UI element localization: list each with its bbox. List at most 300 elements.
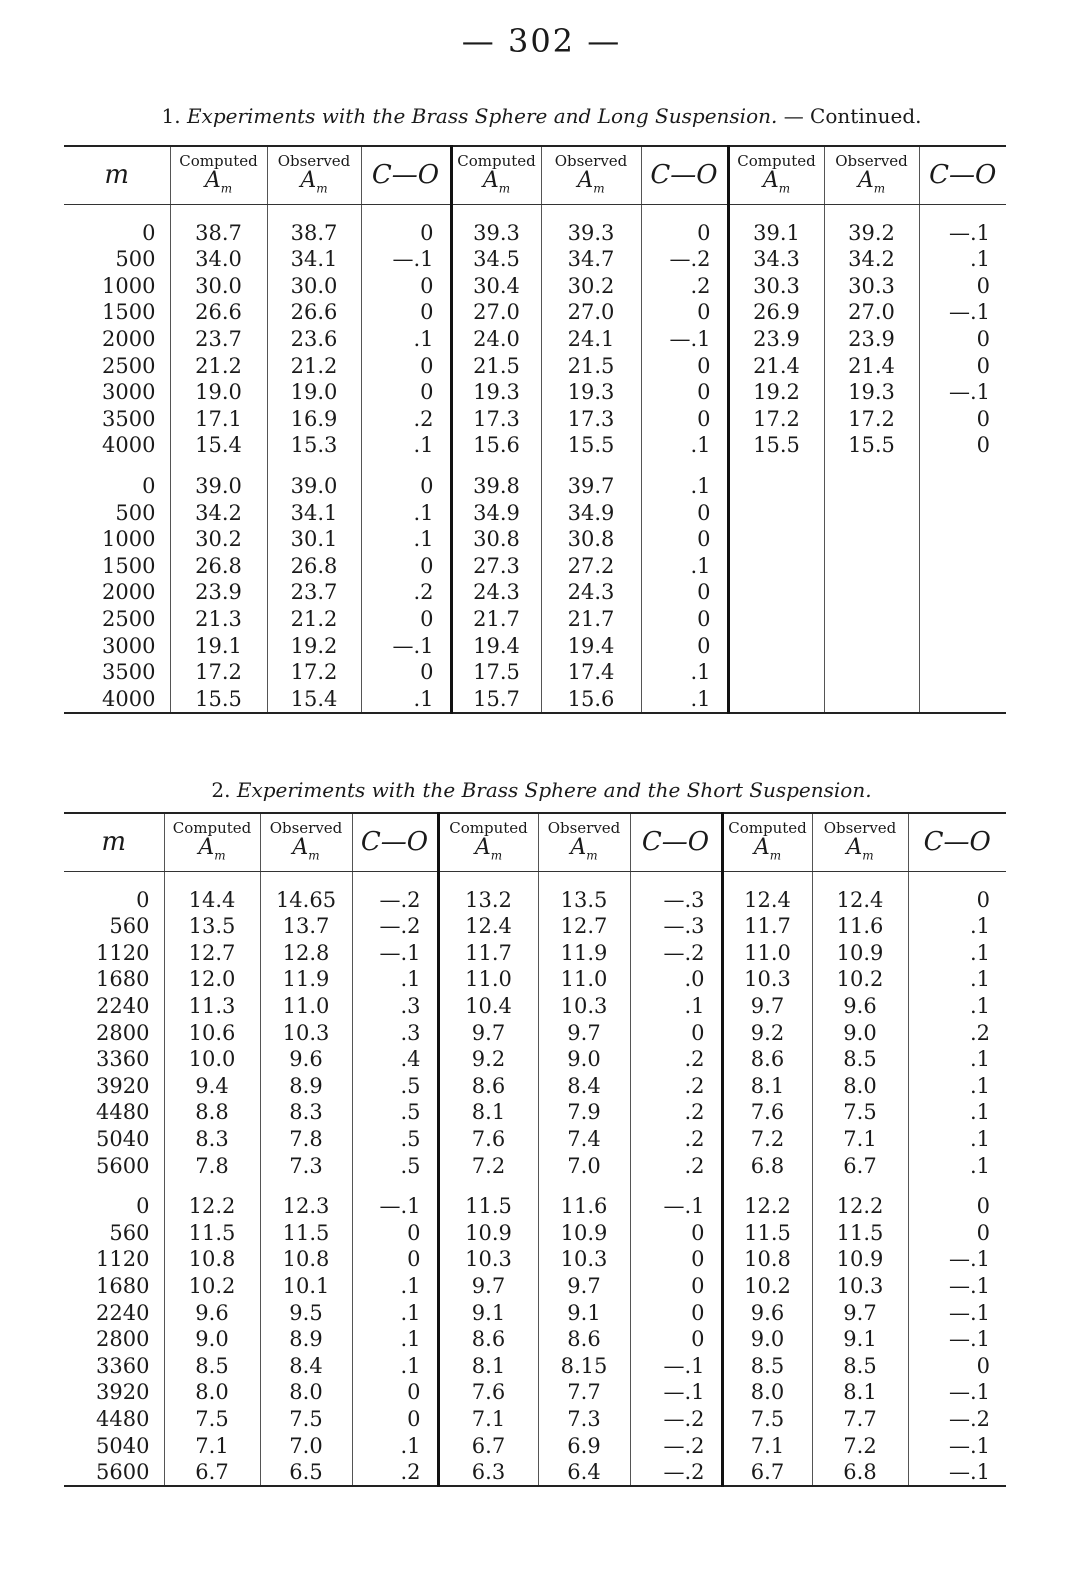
m-cell: 3500 <box>102 406 156 431</box>
value-cell: 34.9 <box>541 499 641 526</box>
value-cell: 0 <box>641 352 728 379</box>
header-computed <box>438 813 538 872</box>
value-cell: 0 <box>641 299 728 326</box>
m-cell: 1000 <box>102 527 156 552</box>
value-cell: 11.3 <box>164 993 260 1020</box>
value-cell: —.3 <box>630 872 722 913</box>
value-cell <box>824 685 919 713</box>
m-cell: 2500 <box>102 353 156 378</box>
value-cell: 11.0 <box>538 966 630 993</box>
value-cell: 10.6 <box>164 1019 260 1046</box>
value-cell: 30.8 <box>451 526 541 553</box>
header-computed <box>164 813 260 872</box>
value-cell: .1 <box>361 526 451 553</box>
value-cell <box>919 632 1006 659</box>
header-symbol-subscript: m <box>498 181 511 196</box>
value-cell: 17.2 <box>170 659 267 686</box>
value-cell: .2 <box>361 406 451 433</box>
value-cell: 11.7 <box>722 913 812 940</box>
value-cell: 6.8 <box>722 1152 812 1179</box>
value-cell: 21.4 <box>824 352 919 379</box>
value-cell: 23.7 <box>170 326 267 353</box>
table-row <box>64 299 1006 326</box>
value-cell: —.1 <box>630 1379 722 1406</box>
table2 <box>64 812 1006 1487</box>
value-cell: 13.7 <box>260 913 352 940</box>
value-cell: 8.1 <box>812 1379 908 1406</box>
value-cell: 23.9 <box>728 326 824 353</box>
value-cell: .1 <box>361 685 451 713</box>
value-cell: 10.8 <box>164 1246 260 1273</box>
value-cell <box>824 579 919 606</box>
table-row <box>64 966 1006 993</box>
value-cell: 30.0 <box>170 273 267 300</box>
value-cell: 0 <box>908 1220 1006 1247</box>
header-computed-label: Computed <box>728 819 807 837</box>
value-cell: 30.4 <box>451 273 541 300</box>
value-cell: 6.5 <box>260 1459 352 1487</box>
table-row <box>64 1126 1006 1153</box>
header-symbol-subscript: m <box>214 848 226 863</box>
m-cell: 5040 <box>96 1433 150 1458</box>
table-row <box>64 1152 1006 1179</box>
header-symbol <box>442 835 536 865</box>
value-cell: 19.0 <box>170 379 267 406</box>
value-cell: 8.5 <box>722 1352 812 1379</box>
value-cell: 10.2 <box>812 966 908 993</box>
table-row <box>64 1220 1006 1247</box>
value-cell: 8.5 <box>812 1046 908 1073</box>
value-cell: 39.0 <box>170 473 267 500</box>
value-cell: 10.2 <box>164 1273 260 1300</box>
value-cell: —.1 <box>630 1193 722 1220</box>
value-cell <box>919 606 1006 633</box>
spacer-cell <box>361 459 451 473</box>
header-symbol-subscript: m <box>586 848 598 863</box>
value-cell: 12.7 <box>538 913 630 940</box>
table-row <box>64 246 1006 273</box>
value-cell: 27.0 <box>541 299 641 326</box>
header-computed <box>722 813 812 872</box>
value-cell: .1 <box>908 940 1006 967</box>
value-cell: .1 <box>352 1273 438 1300</box>
value-cell: 8.9 <box>260 1073 352 1100</box>
m-cell: 1120 <box>96 1247 150 1272</box>
value-cell: 0 <box>630 1299 722 1326</box>
value-cell: 34.5 <box>451 246 541 273</box>
table-row <box>64 473 1006 500</box>
table-row <box>64 432 1006 459</box>
value-cell: —.2 <box>630 1459 722 1487</box>
spacer-cell <box>908 1179 1006 1193</box>
value-cell <box>824 526 919 553</box>
value-cell <box>824 606 919 633</box>
value-cell: 8.0 <box>812 1073 908 1100</box>
m-cell: 4480 <box>96 1406 150 1431</box>
value-cell: 11.0 <box>722 940 812 967</box>
value-cell: 34.2 <box>824 246 919 273</box>
header-symbol-letter: A <box>762 168 779 193</box>
header-symbol-letter: A <box>292 835 309 860</box>
header-computed <box>451 146 541 205</box>
m-cell: 5600 <box>96 1153 150 1178</box>
value-cell: —.1 <box>630 1352 722 1379</box>
value-cell: 15.5 <box>728 432 824 459</box>
header-symbol-letter: A <box>204 168 221 193</box>
value-cell: —.1 <box>352 940 438 967</box>
table-row <box>64 872 1006 913</box>
value-cell: .1 <box>908 1046 1006 1073</box>
value-cell: 12.0 <box>164 966 260 993</box>
value-cell <box>919 499 1006 526</box>
value-cell: 27.0 <box>451 299 541 326</box>
value-cell: 10.9 <box>538 1220 630 1247</box>
value-cell: —.1 <box>919 205 1006 246</box>
value-cell <box>728 526 824 553</box>
table-row <box>64 632 1006 659</box>
m-cell: 4000 <box>102 433 156 458</box>
value-cell: 7.5 <box>260 1406 352 1433</box>
value-cell <box>728 685 824 713</box>
table2-body <box>64 872 1006 1487</box>
value-cell: 14.4 <box>164 872 260 913</box>
value-cell: 39.8 <box>451 473 541 500</box>
value-cell <box>919 579 1006 606</box>
header-computed <box>170 146 267 205</box>
header-observed-label: Observed <box>835 152 908 170</box>
value-cell: 23.6 <box>267 326 361 353</box>
value-cell: 6.4 <box>538 1459 630 1487</box>
value-cell: 7.2 <box>722 1126 812 1153</box>
value-cell: 6.8 <box>812 1459 908 1487</box>
value-cell: .1 <box>641 659 728 686</box>
value-cell: 30.1 <box>267 526 361 553</box>
m-cell: 5040 <box>96 1127 150 1152</box>
m-cell: 2800 <box>96 1327 150 1352</box>
table-row <box>64 579 1006 606</box>
value-cell: 39.0 <box>267 473 361 500</box>
value-cell: 10.9 <box>812 940 908 967</box>
value-cell: .1 <box>908 913 1006 940</box>
spacer-cell <box>170 459 267 473</box>
table-row <box>64 1432 1006 1459</box>
table-row <box>64 1406 1006 1433</box>
value-cell <box>728 553 824 580</box>
m-cell: 3920 <box>96 1380 150 1405</box>
value-cell: —.1 <box>908 1273 1006 1300</box>
value-cell: 7.3 <box>260 1152 352 1179</box>
table1-caption-suffix: — Continued. <box>783 104 922 128</box>
value-cell: .1 <box>908 993 1006 1020</box>
header-c-minus-o: C—O <box>908 813 1006 872</box>
value-cell: 7.5 <box>812 1099 908 1126</box>
value-cell: .5 <box>352 1126 438 1153</box>
value-cell: 38.7 <box>170 205 267 246</box>
value-cell: 12.2 <box>164 1193 260 1220</box>
value-cell: 11.7 <box>438 940 538 967</box>
value-cell: 0 <box>361 273 451 300</box>
header-symbol-subscript: m <box>220 181 233 196</box>
value-cell: 21.2 <box>267 606 361 633</box>
value-cell: 0 <box>919 273 1006 300</box>
value-cell: 0 <box>641 499 728 526</box>
header-observed <box>541 146 641 205</box>
value-cell: .2 <box>630 1152 722 1179</box>
value-cell: 8.4 <box>260 1352 352 1379</box>
spacer-cell <box>919 459 1006 473</box>
value-cell: 10.3 <box>538 993 630 1020</box>
m-cell: 3000 <box>102 380 156 405</box>
m-cell: 2800 <box>96 1020 150 1045</box>
value-cell: 30.2 <box>541 273 641 300</box>
value-cell: 10.9 <box>438 1220 538 1247</box>
value-cell: 12.7 <box>164 940 260 967</box>
m-cell: 3360 <box>96 1047 150 1072</box>
header-observed-label: Observed <box>547 819 621 837</box>
value-cell: 8.9 <box>260 1326 352 1353</box>
block-spacer <box>64 1179 1006 1193</box>
header-m: m <box>64 146 170 205</box>
table1-caption <box>0 104 1083 128</box>
value-cell: 6.7 <box>164 1459 260 1487</box>
value-cell: 8.6 <box>538 1326 630 1353</box>
m-cell: 2240 <box>96 1300 150 1325</box>
value-cell: 30.0 <box>267 273 361 300</box>
spacer-cell <box>538 1179 630 1193</box>
header-c-minus-o: C—O <box>361 146 451 205</box>
value-cell: .1 <box>641 685 728 713</box>
value-cell: .5 <box>352 1152 438 1179</box>
header-symbol-subscript: m <box>316 181 328 196</box>
value-cell: 19.2 <box>728 379 824 406</box>
value-cell: 0 <box>361 553 451 580</box>
value-cell: 0 <box>352 1246 438 1273</box>
value-cell: —.1 <box>352 1193 438 1220</box>
table2-caption-title: Experiments with the Brass Sphere and the Short Suspension. <box>236 778 872 802</box>
value-cell: 7.8 <box>260 1126 352 1153</box>
value-cell: 9.6 <box>260 1046 352 1073</box>
value-cell: 0 <box>641 406 728 433</box>
value-cell: 8.5 <box>164 1352 260 1379</box>
value-cell: 9.6 <box>812 993 908 1020</box>
value-cell: 17.1 <box>170 406 267 433</box>
value-cell: 34.1 <box>267 499 361 526</box>
value-cell: 10.3 <box>812 1273 908 1300</box>
value-cell: 19.4 <box>541 632 641 659</box>
header-computed-label: Computed <box>172 819 252 837</box>
value-cell: 34.7 <box>541 246 641 273</box>
value-cell: 17.3 <box>541 406 641 433</box>
table-row <box>64 993 1006 1020</box>
value-cell <box>919 526 1006 553</box>
m-cell: 0 <box>142 220 156 245</box>
value-cell: .1 <box>361 499 451 526</box>
m-cell: 3920 <box>96 1073 150 1098</box>
value-cell: .1 <box>908 966 1006 993</box>
value-cell: 13.2 <box>438 872 538 913</box>
table1-body <box>64 205 1006 713</box>
value-cell: 0 <box>919 432 1006 459</box>
header-c-minus-o: C—O <box>641 146 728 205</box>
value-cell: 11.9 <box>260 966 352 993</box>
value-cell: 21.2 <box>267 352 361 379</box>
value-cell: 7.7 <box>538 1379 630 1406</box>
table-row <box>64 1273 1006 1300</box>
value-cell <box>824 473 919 500</box>
m-cell: 3500 <box>102 660 156 685</box>
value-cell: 14.65 <box>260 872 352 913</box>
value-cell: 0 <box>352 1406 438 1433</box>
value-cell <box>919 473 1006 500</box>
value-cell: 0 <box>908 1193 1006 1220</box>
header-computed-label: Computed <box>179 152 258 170</box>
value-cell: 11.5 <box>260 1220 352 1247</box>
value-cell: 0 <box>919 352 1006 379</box>
header-symbol <box>455 168 539 198</box>
value-cell: —.2 <box>641 246 728 273</box>
m-cell: 1500 <box>102 300 156 325</box>
value-cell <box>728 473 824 500</box>
value-cell: 27.3 <box>451 553 541 580</box>
value-cell: 27.0 <box>824 299 919 326</box>
header-symbol <box>173 168 265 198</box>
table-row <box>64 940 1006 967</box>
value-cell <box>919 553 1006 580</box>
value-cell: .1 <box>908 1073 1006 1100</box>
value-cell: 34.1 <box>267 246 361 273</box>
value-cell: .5 <box>352 1073 438 1100</box>
value-cell: 8.5 <box>812 1352 908 1379</box>
value-cell: 7.0 <box>260 1432 352 1459</box>
spacer-cell <box>260 1179 352 1193</box>
table-row <box>64 913 1006 940</box>
value-cell: 15.4 <box>267 685 361 713</box>
value-cell: 12.8 <box>260 940 352 967</box>
header-symbol-letter: A <box>570 835 587 860</box>
value-cell: 8.8 <box>164 1099 260 1126</box>
header-symbol-subscript: m <box>778 181 791 196</box>
value-cell: —.1 <box>908 1246 1006 1273</box>
header-c-minus-o: C—O <box>630 813 722 872</box>
value-cell: .1 <box>641 553 728 580</box>
value-cell <box>824 632 919 659</box>
value-cell: 9.2 <box>438 1046 538 1073</box>
header-symbol-letter: A <box>577 168 594 193</box>
value-cell: 23.9 <box>170 579 267 606</box>
header-symbol <box>815 835 906 865</box>
header-observed <box>824 146 919 205</box>
table-row <box>64 1046 1006 1073</box>
value-cell: 7.1 <box>812 1126 908 1153</box>
spacer-cell <box>64 459 170 473</box>
value-cell: 24.3 <box>451 579 541 606</box>
value-cell: 0 <box>361 473 451 500</box>
value-cell: 10.9 <box>812 1246 908 1273</box>
value-cell: 10.4 <box>438 993 538 1020</box>
value-cell: 30.2 <box>170 526 267 553</box>
value-cell: 12.4 <box>812 872 908 913</box>
table-row <box>64 326 1006 353</box>
value-cell: .1 <box>641 432 728 459</box>
header-m: m <box>64 813 164 872</box>
table-row <box>64 1099 1006 1126</box>
spacer-cell <box>824 459 919 473</box>
value-cell: 11.0 <box>438 966 538 993</box>
value-cell: 39.7 <box>541 473 641 500</box>
value-cell: 39.3 <box>451 205 541 246</box>
value-cell: 0 <box>361 299 451 326</box>
value-cell: 0 <box>361 379 451 406</box>
value-cell: .2 <box>641 273 728 300</box>
table2-caption <box>0 778 1083 802</box>
value-cell: .3 <box>352 993 438 1020</box>
value-cell: 7.0 <box>538 1152 630 1179</box>
m-cell: 1120 <box>96 940 150 965</box>
value-cell: 8.15 <box>538 1352 630 1379</box>
spacer-cell <box>438 1179 538 1193</box>
value-cell: 26.6 <box>267 299 361 326</box>
table1-caption-number: 1. <box>161 104 181 128</box>
value-cell: .2 <box>908 1019 1006 1046</box>
value-cell: 7.5 <box>164 1406 260 1433</box>
spacer-cell <box>352 1179 438 1193</box>
header-c-minus-o: C—O <box>352 813 438 872</box>
value-cell: 15.5 <box>541 432 641 459</box>
value-cell: 39.1 <box>728 205 824 246</box>
value-cell: 11.0 <box>260 993 352 1020</box>
value-cell: 9.6 <box>722 1299 812 1326</box>
value-cell: 0 <box>630 1220 722 1247</box>
value-cell: 8.1 <box>438 1099 538 1126</box>
value-cell: 0 <box>361 352 451 379</box>
value-cell: .0 <box>630 966 722 993</box>
value-cell: 11.5 <box>722 1220 812 1247</box>
header-row <box>64 813 1006 872</box>
value-cell: 26.6 <box>170 299 267 326</box>
value-cell: —.2 <box>630 1406 722 1433</box>
header-symbol-subscript: m <box>308 848 320 863</box>
value-cell: 11.9 <box>538 940 630 967</box>
value-cell: 7.5 <box>722 1406 812 1433</box>
spacer-cell <box>267 459 361 473</box>
value-cell: 8.1 <box>438 1352 538 1379</box>
value-cell: 8.6 <box>722 1046 812 1073</box>
value-cell: 8.3 <box>164 1126 260 1153</box>
header-computed-label: Computed <box>449 819 528 837</box>
value-cell: 0 <box>630 1246 722 1273</box>
value-cell: 9.5 <box>260 1299 352 1326</box>
value-cell: —.1 <box>919 379 1006 406</box>
header-observed <box>267 146 361 205</box>
value-cell: 10.3 <box>538 1246 630 1273</box>
value-cell: 13.5 <box>538 872 630 913</box>
value-cell: —.1 <box>919 299 1006 326</box>
header-symbol <box>263 835 350 865</box>
value-cell: 10.3 <box>260 1019 352 1046</box>
value-cell: .1 <box>352 1432 438 1459</box>
value-cell: 0 <box>641 205 728 246</box>
value-cell: 21.2 <box>170 352 267 379</box>
value-cell: —.1 <box>908 1299 1006 1326</box>
value-cell: 17.5 <box>451 659 541 686</box>
spacer-cell <box>641 459 728 473</box>
table2-caption-number: 2. <box>211 778 231 802</box>
value-cell: 12.2 <box>812 1193 908 1220</box>
value-cell: .1 <box>919 246 1006 273</box>
value-cell: 7.8 <box>164 1152 260 1179</box>
value-cell: 6.7 <box>812 1152 908 1179</box>
table1-header <box>64 146 1006 205</box>
